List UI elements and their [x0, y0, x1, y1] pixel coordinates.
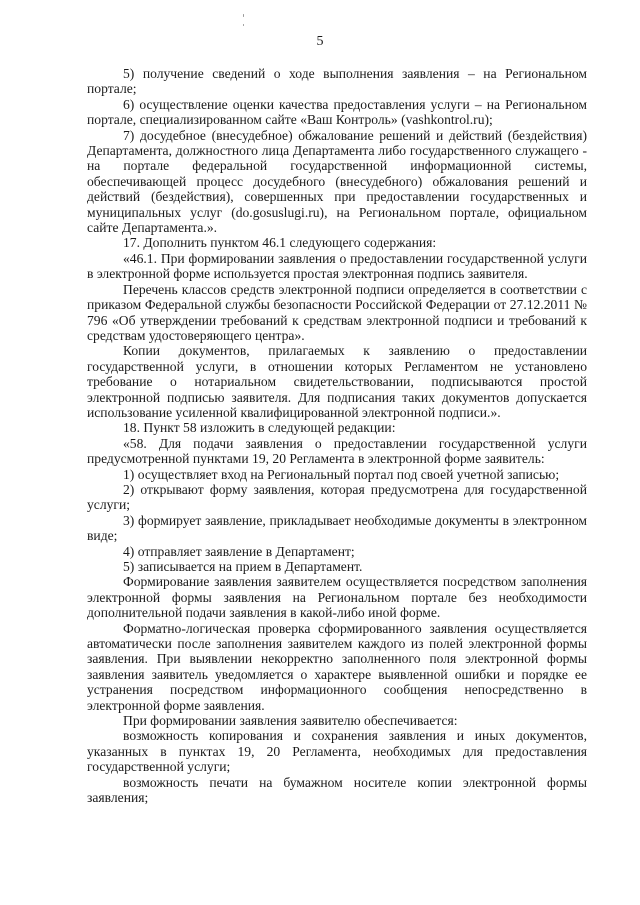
- paragraph: 7) досудебное (внесудебное) обжалование решений и действий (бездействия) Департамента, должностного лица Департамента либо государственного служащего - на портале федеральной государственной информационной системы, обеспечивающей процесс досудебного (внесудебного) обжалования решений и действий (бездействия), совершенных при предоставлении государственных и муниципальных услуг (do.gosuslugi.ru), на Региональном портале, официальном сайте Департамента.».: [87, 127, 587, 236]
- paragraph: 5) получение сведений о ходе выполнения заявления – на Региональном портале;: [87, 66, 587, 97]
- scan-speck: [243, 24, 244, 26]
- scan-speck: [243, 14, 244, 17]
- paragraph: «58. Для подачи заявления о предоставлении государственной услуги предусмотренной пунктами 19, 20 Регламента в электронной форме заявитель:: [87, 435, 587, 467]
- paragraph: 6) осуществление оценки качества предоставления услуги – на Региональном портале, специализированном сайте «Ваш Контроль» (vashkontrol.ru);: [87, 96, 587, 128]
- paragraph: 18. Пункт 58 изложить в следующей редакции:: [123, 420, 396, 436]
- paragraph: Форматно-логическая проверка сформированного заявления осуществляется автоматически после заполнения заявителем каждого из полей электронной формы заявления. При выявлении некорректно заполненного поля электронной формы заявления заявитель уведомляется о характере выявленной ошибки и порядке ее устранения посредством информационного сообщения непосредственно в электронной форме заявления.: [87, 620, 587, 713]
- paragraph: Перечень классов средств электронной подписи определяется в соответствии с приказом Федеральной службы безопасности Российской Федерации от 27.12.2011 № 796 «Об утверждении требований к средствам электронной подписи и требований к средствам удостоверяющего центра».: [87, 281, 587, 343]
- paragraph: Копии документов, прилагаемых к заявлению о предоставлении государственной услуги, в отношении которых Регламентом не установлено требование о нотариальном свидетельствовании, подписываются простой электронной подписью заявителя. Для подписания таких документов допускается использование усиленной квалифицированной электронной подписи.».: [87, 343, 587, 420]
- list-item: 5) записывается на прием в Департамент.: [123, 559, 363, 574]
- paragraph: «46.1. При формировании заявления о предоставлении государственной услуги в электронной форме используется простая электронная подпись заявителя.: [87, 250, 587, 282]
- list-item: 3) формирует заявление, прикладывает необходимые документы в электронном виде;: [87, 512, 587, 544]
- paragraph: возможность печати на бумажном носителе копии электронной формы заявления;: [87, 774, 587, 806]
- list-item: 2) открывают форму заявления, которая предусмотрена для государственной услуги;: [87, 481, 587, 513]
- paragraph: возможность копирования и сохранения заявления и иных документов, указанных в пунктах 19, 20 Регламента, необходимых для предоставления государственной услуги;: [87, 728, 587, 775]
- paragraph: Формирование заявления заявителем осуществляется посредством заполнения электронной формы заявления на Региональном портале без необходимости дополнительной подачи заявления в какой-либо иной форме.: [87, 574, 587, 621]
- list-item: 1) осуществляет вход на Региональный портал под своей учетной записью;: [123, 466, 560, 482]
- document-body: [87, 66, 587, 806]
- paragraph: 17. Дополнить пунктом 46.1 следующего содержания:: [123, 235, 437, 251]
- page-number: 5: [316, 34, 324, 49]
- paragraph: При формировании заявления заявителю обеспечивается:: [123, 713, 458, 729]
- list-item: 4) отправляет заявление в Департамент;: [123, 543, 355, 559]
